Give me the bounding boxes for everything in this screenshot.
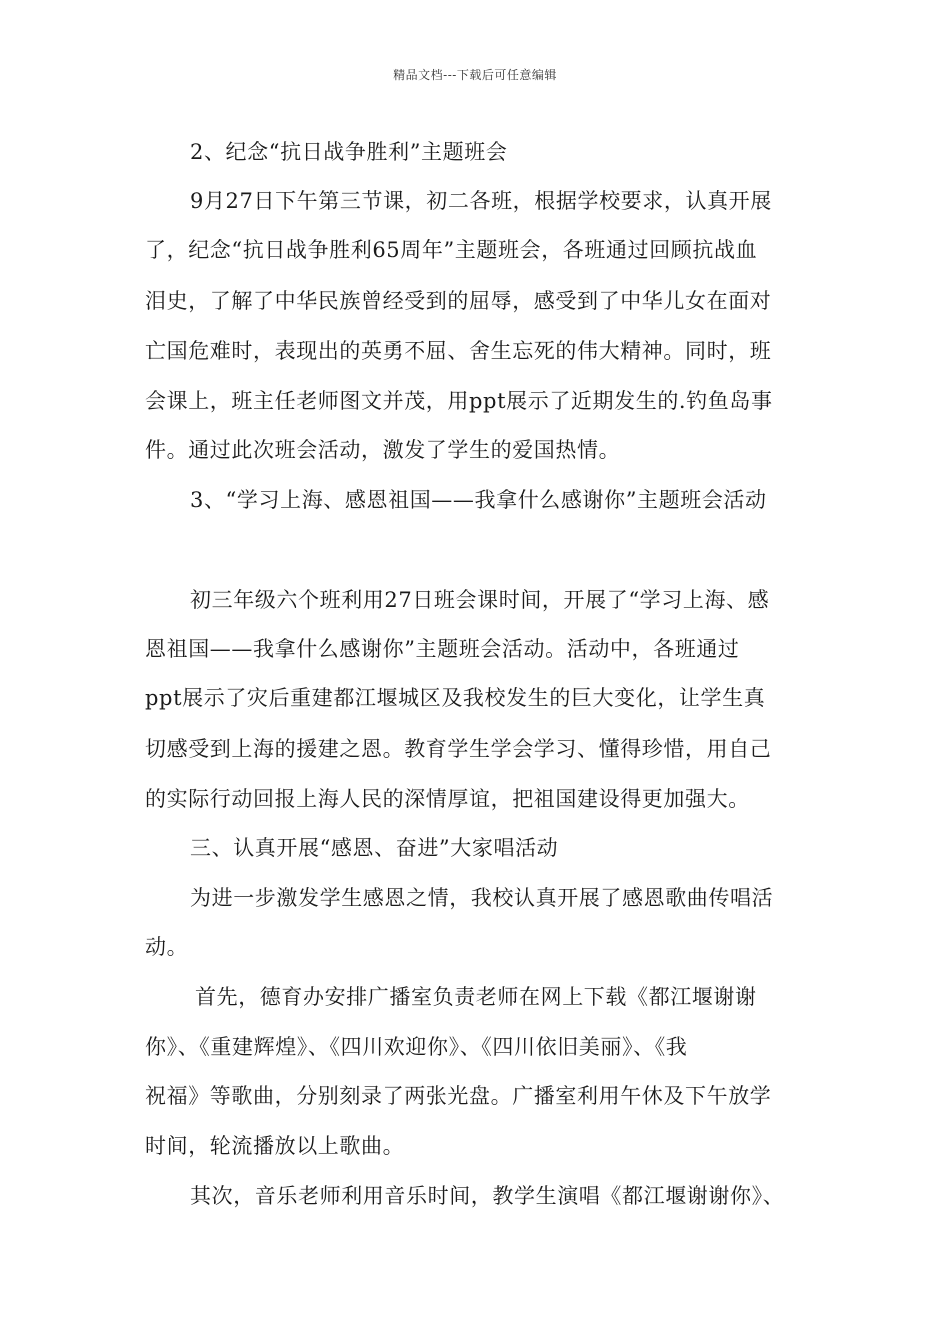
text-line: 3、“学习上海、感恩祖国——我拿什么感谢你”主题班会活动 <box>190 488 767 512</box>
text-line: 了，纪念“抗日战争胜利65周年”主题班会，各班通过回顾抗战血 <box>145 238 758 262</box>
text-line: 亡国危难时，表现出的英勇不屈、舍生忘死的伟大精神。同时，班 <box>145 339 772 363</box>
text-line: 会课上，班主任老师图文并茂，用ppt展示了近期发生的.钓鱼岛事 <box>145 389 773 413</box>
text-line: ppt展示了灾后重建都江堰城区及我校发生的巨大变化，让学生真 <box>145 686 766 710</box>
text-line: 恩祖国——我拿什么感谢你”主题班会活动。活动中，各班通过 <box>145 637 740 661</box>
text-line: 动。 <box>145 935 189 959</box>
text-line: 为进一步激发学生感恩之情，我校认真开展了感恩歌曲传唱活 <box>190 886 774 910</box>
text-line: 时间，轮流播放以上歌曲。 <box>145 1134 405 1158</box>
text-line: 的实际行动回报上海人民的深情厚谊，把祖国建设得更加强大。 <box>145 787 750 811</box>
text-line: 2、纪念“抗日战争胜利”主题班会 <box>190 140 508 164</box>
text-line: 件。通过此次班会活动，激发了学生的爱国热情。 <box>145 438 621 462</box>
text-line: 切感受到上海的援建之恩。教育学生学会学习、懂得珍惜，用自己 <box>145 737 772 761</box>
text-line: 祝福》等歌曲，分别刻录了两张光盘。广播室利用午休及下午放学 <box>145 1084 772 1108</box>
page-header: 精品文档---下载后可任意编辑 <box>393 68 557 82</box>
text-line: 你》、《重建辉煌》、《四川欢迎你》、《四川依旧美丽》、《我 <box>145 1035 688 1059</box>
text-line: 初三年级六个班利用27日班会课时间，开展了“学习上海、感 <box>190 588 770 612</box>
text-line: 泪史，了解了中华民族曾经受到的屈辱，感受到了中华儿女在面对 <box>145 289 772 313</box>
text-line: 三、认真开展“感恩、奋进”大家唱活动 <box>190 836 559 860</box>
text-line: 首先，德育办安排广播室负责老师在网上下载《都江堰谢谢 <box>195 985 757 1009</box>
text-line: 9月27日下午第三节课，初二各班，根据学校要求，认真开展 <box>190 189 772 213</box>
text-line: 其次，音乐老师利用音乐时间，教学生演唱《都江堰谢谢你》、 <box>190 1184 785 1208</box>
